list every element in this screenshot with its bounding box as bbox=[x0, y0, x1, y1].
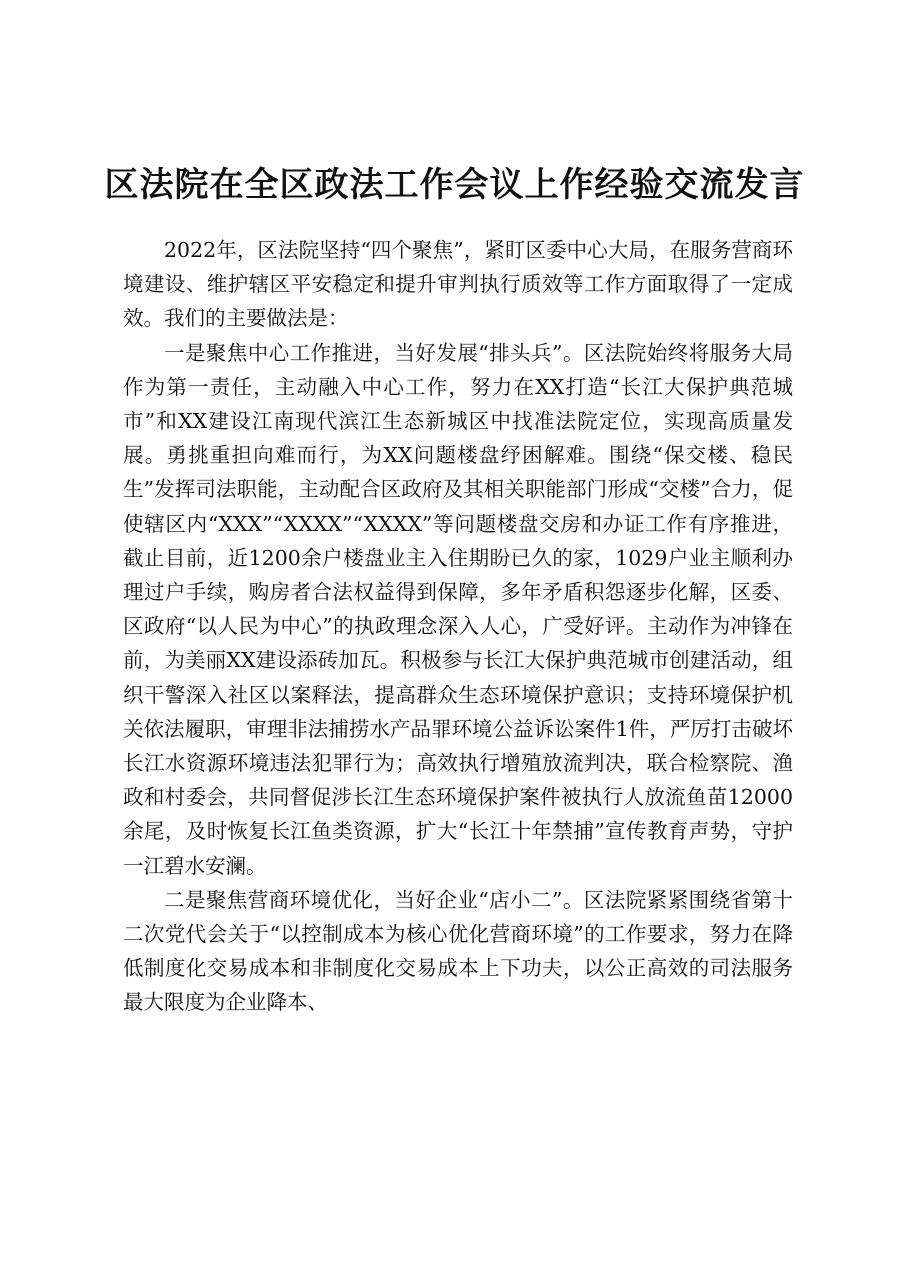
document-body bbox=[123, 233, 793, 1020]
paragraph-point-two: 二是聚焦营商环境优化，当好企业“店小二”。区法院紧紧围绕省第十二次党代会关于“以控制成本为核心优化营商环境”的工作要求，努力在降低制度化交易成本和非制度化交易成本上下功夫，以公正高效的司法服务最大限度为企业降本、 bbox=[123, 887, 793, 1015]
paragraph-intro: 2022年，区法院坚持“四个聚焦”，紧盯区委中心大局，在服务营商环境建设、维护辖区平安稳定和提升审判执行质效等工作方面取得了一定成效。我们的主要做法是： bbox=[123, 238, 793, 331]
paragraph-point-one: 一是聚焦中心工作推进，当好发展“排头兵”。区法院始终将服务大局作为第一责任，主动融入中心工作，努力在XX打造“长江大保护典范城市”和XX建设江南现代滨江生态新城区中找准法院定位，实现高质量发展。勇挑重担向难而行，为XX问题楼盘纾困解难。围绕“保交楼、稳民生”发挥司法职能，主动配合区政府及其相关职能部门形成“交楼”合力，促使辖区内“XXX”“XXXX”“XXXX”等问题楼盘交房和办证工作有序推进，截止目前，近1200余户楼盘业主入住期盼已久的家，1029户业主顺利办理过户手续，购房者合法权益得到保障，多年矛盾积怨逐步化解，区委、区政府“以人民为中心”的执政理念深入人心，广受好评。主动作为冲锋在前，为美丽XX建设添砖加瓦。积极参与长江大保护典范城市创建活动，组织干警深入社区以案释法，提高群众生态环境保护意识；支持环境保护机关依法履职，审理非法捕捞水产品罪环境公益诉讼案件1件，严厉打击破坏长江水资源环境违法犯罪行为；高效执行增殖放流判决，联合检察院、渔政和村委会，共同督促涉长江生态环境保护案件被执行人放流鱼苗12000余尾，及时恢复长江鱼类资源，扩大“长江十年禁捕”宣传教育声势，守护一江碧水安澜。 bbox=[123, 340, 793, 878]
document-title: 区法院在全区政法工作会议上作经验交流发言 bbox=[104, 165, 805, 205]
